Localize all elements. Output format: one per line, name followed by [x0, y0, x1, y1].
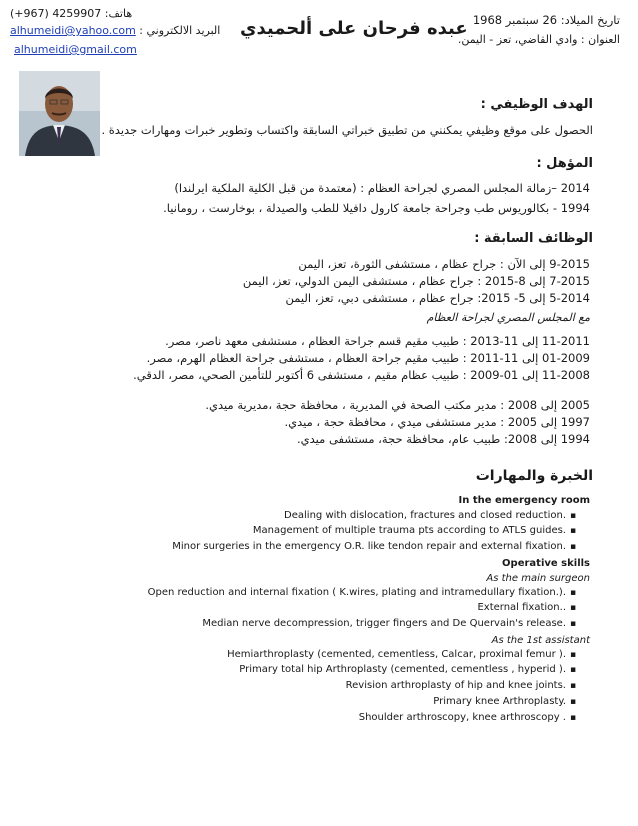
job-item: 7-2015 إلى 8-2015 : جراح عظام ، مستشفى اليمن الدولي، تعز، اليمن [242, 274, 590, 288]
jobs-subtitle: مع المجلس المصري لجراحة العظام [426, 311, 590, 324]
email-line [10, 24, 225, 37]
qualifications-title: المؤهل : [536, 156, 593, 171]
email-link-gmail[interactable]: alhumeidi@gmail.com [14, 43, 137, 56]
qualification-item: 1994 - بكالوريوس طب وجراحة جامعة كارول دافيلا للطب والصيدلة ، بوخارست ، رومانيا. [163, 201, 590, 215]
job-item: 2005 إلى 2008 : مدير مكتب الصحة في المديرية ، محافظة حجة ،مديرية ميدي. [205, 398, 590, 412]
emergency-item: Minor surgeries in the emergency O.R. like tendon repair and external fixation. [172, 541, 566, 552]
address: العنوان : وادي القاضي، تعز - اليمن. [457, 33, 620, 46]
job-item: 11-2011 إلى 11-2013 : طبيب مقيم قسم جراحة العظام ، مستشفى معهد ناصر، مصر. [165, 334, 590, 348]
bullet-icon: ▪ [570, 542, 577, 552]
job-item: 1997 إلى 2005 : مدير مستشفى ميدي ، محافظة حجة ، ميدي. [284, 415, 590, 429]
birth-date: تاريخ الميلاد: 26 سبتمبر 1968 [472, 13, 620, 27]
job-item: 5-2014 إلى 5- 2015: جراح عظام ، مستشفى دبي، تعز، اليمن [285, 291, 590, 305]
objective-text: الحصول على موقع وظيفي يمكنني من تطبيق خبراتي السابقة واكتساب وتطوير خبرات ومهارات جديدة . [101, 123, 593, 137]
profile-photo [19, 71, 100, 156]
email-link-yahoo[interactable]: alhumeidi@yahoo.com [10, 24, 136, 37]
jobs-title: الوظائف السابقة : [474, 231, 593, 246]
emergency-item: Management of multiple trauma pts according to ATLS guides. [252, 525, 566, 536]
bullet-icon: ▪ [570, 511, 577, 521]
assistant-title: As the 1st assistant [491, 635, 590, 646]
assistant-item: Revision arthroplasty of hip and knee joints. [345, 680, 566, 691]
qualification-item: 2014 –زمالة المجلس المصري لجراحة العظام : (معتمدة من قبل الكلية الملكية ايرلندا) [174, 181, 590, 195]
main-surgeon-title: As the main surgeon [486, 573, 590, 584]
job-item: 11-2008 إلى 01-2009 : طبيب عظام مقيم ، مستشفى 6 أكتوبر للتأمين الصحي، مصر، الدقي. [133, 368, 590, 382]
job-item: 1994 إلى 2008: طبيب عام، محافظة حجة، مستشفى ميدي. [296, 432, 590, 446]
main-surgeon-item: External fixation.. [477, 602, 566, 613]
bullet-icon: ▪ [570, 665, 577, 675]
assistant-item: Primary knee Arthroplasty. [433, 696, 566, 707]
main-surgeon-item: Median nerve decompression, trigger fingers and De Quervain's release. [202, 618, 566, 629]
bullet-icon: ▪ [570, 588, 577, 598]
emergency-title: In the emergency room [458, 495, 590, 506]
assistant-item: Shoulder arthroscopy, knee arthroscopy . [358, 712, 566, 723]
bullet-icon: ▪ [570, 713, 577, 723]
bullet-icon: ▪ [570, 619, 577, 629]
objective-title: الهدف الوظيفي : [480, 97, 593, 112]
bullet-icon: ▪ [570, 681, 577, 691]
full-name: عبده فرحان على ألحميدي [240, 18, 468, 39]
job-item: 9-2015 إلى الآن : جراح عظام ، مستشفى الثورة، تعز، اليمن [298, 257, 590, 271]
email-label: البريد الالكتروني : [139, 24, 221, 37]
bullet-icon: ▪ [570, 526, 577, 536]
portrait-image [19, 71, 100, 156]
skills-title: الخبرة والمهارات [475, 468, 593, 484]
bullet-icon: ▪ [570, 603, 577, 613]
job-item: 01-2009 إلى 11-2011 : طبيب مقيم جراحة العظام ، مستشفى جراحة العظام الهرم، مصر. [146, 351, 590, 365]
bullet-icon: ▪ [570, 650, 577, 660]
assistant-item: Hemiarthroplasty (cemented, cementless, Calcar, proximal femur ). [227, 649, 566, 660]
assistant-item: Primary total hip Arthroplasty (cemented, cementless , hyperid ). [239, 664, 566, 675]
operative-title: Operative skills [502, 558, 590, 569]
main-surgeon-item: Open reduction and internal fixation ( K.wires, plating and intramedullary fixation.). [147, 587, 566, 598]
bullet-icon: ▪ [570, 697, 577, 707]
emergency-item: Dealing with dislocation, fractures and closed reduction. [284, 510, 566, 521]
phone-number: هاتف: 4259907 (967+) [10, 7, 133, 20]
email-line-2 [14, 43, 137, 56]
